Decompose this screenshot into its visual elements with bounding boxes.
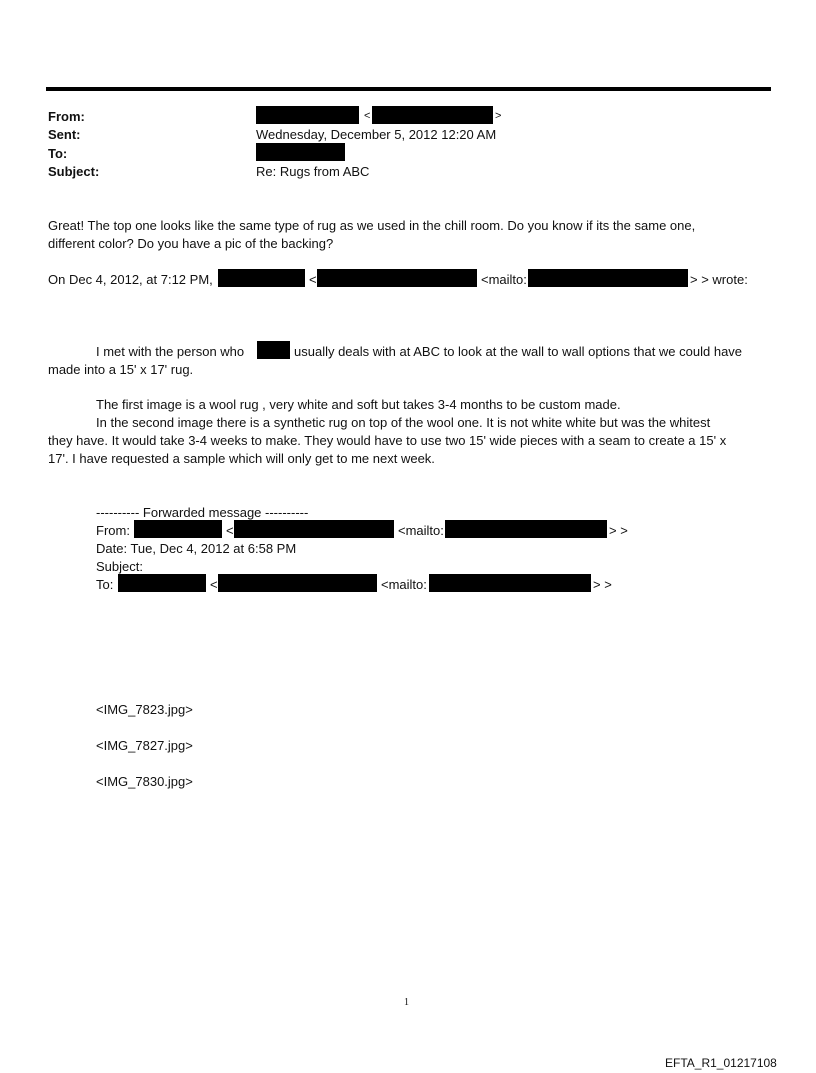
- redacted-recipient: [256, 143, 345, 161]
- redacted-quote-name: [218, 269, 305, 287]
- fwd-to-mailto: <mailto:: [381, 577, 427, 592]
- redacted-quote-email: [317, 269, 477, 287]
- document-id: EFTA_R1_01217108: [665, 1056, 777, 1070]
- sent-value: Wednesday, December 5, 2012 12:20 AM: [256, 127, 497, 142]
- attachment-2[interactable]: <IMG_7827.jpg>: [96, 738, 193, 753]
- para2: The first image is a wool rug , very white and soft but takes 3-4 months to be custom made.: [96, 397, 621, 412]
- redacted-fwd-to-mailto: [429, 574, 591, 592]
- para1-a: I met with the person who: [96, 344, 245, 359]
- para3-line-2: they have. It would take 3-4 weeks to make. They would have to use two 15' wide pieces with a seam to create a 15' x: [48, 433, 727, 448]
- subject-label: Subject:: [48, 164, 100, 179]
- fwd-from-mailto: <mailto:: [398, 523, 444, 538]
- fwd-to-lt: <: [210, 577, 218, 592]
- quote-suffix: > > wrote:: [690, 272, 748, 287]
- header-rule: [46, 87, 771, 91]
- redacted-fwd-from-name: [134, 520, 222, 538]
- forwarded-divider: ---------- Forwarded message ----------: [96, 505, 309, 520]
- para1-b: usually deals with at ABC to look at the wall to wall options that we could have: [294, 344, 743, 359]
- redacted-contact: [257, 341, 290, 359]
- para3-line-1: In the second image there is a synthetic rug on top of the wool one. It is not white white but was the whitest: [96, 415, 711, 430]
- para1-c: made into a 15' x 17' rug.: [48, 362, 194, 377]
- fwd-from-gt: > >: [609, 523, 628, 538]
- fwd-subject-label: Subject:: [96, 559, 143, 574]
- redacted-fwd-to-email: [218, 574, 377, 592]
- redacted-sender-email: [372, 106, 493, 124]
- page-number: 1: [404, 997, 409, 1008]
- attachment-1[interactable]: <IMG_7823.jpg>: [96, 702, 193, 717]
- sent-label: Sent:: [48, 127, 81, 142]
- from-lt: <: [364, 110, 371, 122]
- fwd-from-lt: <: [226, 523, 234, 538]
- fwd-to-gt: > >: [593, 577, 612, 592]
- fwd-from-label: From:: [96, 523, 130, 538]
- quote-lt: <: [309, 272, 317, 287]
- redacted-fwd-from-email: [234, 520, 394, 538]
- para3-line-3: 17'. I have requested a sample which will only get to me next week.: [48, 451, 435, 466]
- fwd-date: Date: Tue, Dec 4, 2012 at 6:58 PM: [96, 541, 297, 556]
- redacted-fwd-to-name: [118, 574, 206, 592]
- fwd-to-label: To:: [96, 577, 114, 592]
- reply-line-1: Great! The top one looks like the same type of rug as we used in the chill room. Do you know if its the same one,: [48, 218, 696, 233]
- from-gt: >: [495, 110, 502, 122]
- from-label: From:: [48, 109, 85, 124]
- to-label: To:: [48, 146, 68, 161]
- redacted-quote-mailto: [528, 269, 688, 287]
- redacted-fwd-from-mailto: [445, 520, 607, 538]
- redacted-sender-name: [256, 106, 359, 124]
- quote-mailto: <mailto:: [481, 272, 527, 287]
- reply-line-2: different color? Do you have a pic of the backing?: [48, 236, 334, 251]
- quote-prefix: On Dec 4, 2012, at 7:12 PM,: [48, 272, 213, 287]
- subject-value: Re: Rugs from ABC: [256, 164, 370, 179]
- attachment-3[interactable]: <IMG_7830.jpg>: [96, 774, 193, 789]
